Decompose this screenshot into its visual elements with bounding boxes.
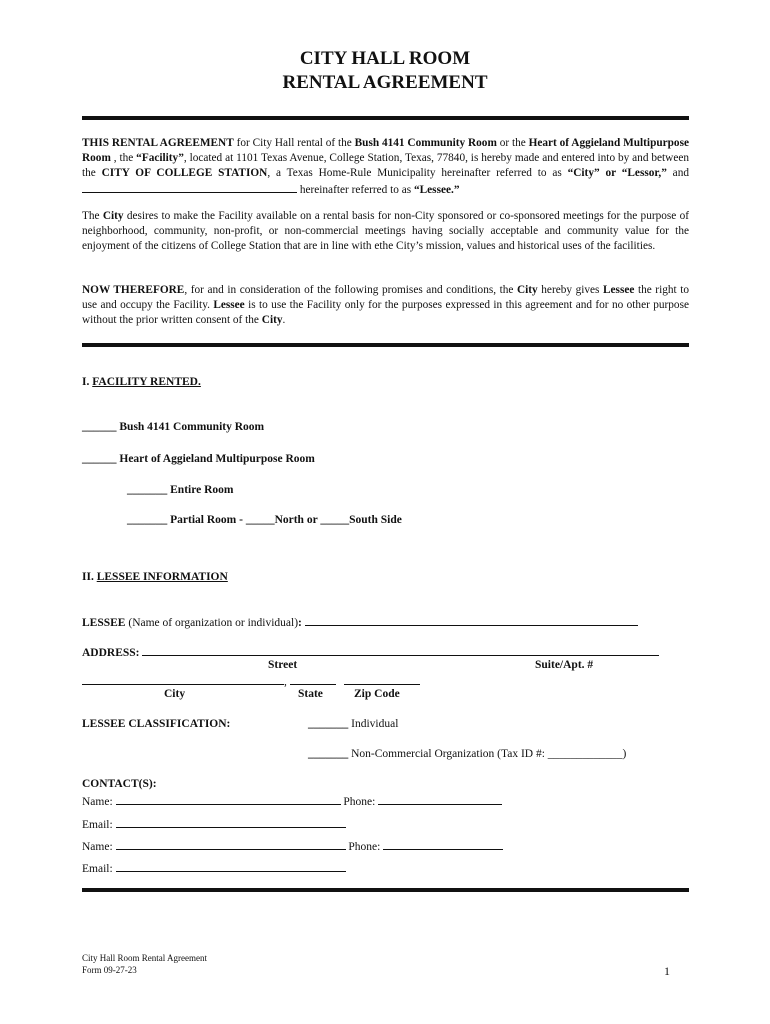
option-heart-of-aggieland[interactable]: ______ Heart of Aggieland Multipurpose Room — [82, 453, 315, 465]
zip-caption: Zip Code — [354, 688, 400, 700]
purpose-paragraph: The City desires to make the Facility available on a rental basis for non-City sponsored or co-sponsored meetings for the purpose of neighborhood, community, non-profit, or non-commercial meetings having socially acceptable and community value for the enjoyment of the citizens of College Station that are in line with ethe City’s mission, values and historical uses of the facilities. — [82, 210, 690, 252]
contact-1-name-phone-row: Name: Phone: — [82, 793, 502, 808]
classification-noncommercial[interactable]: _______ Non-Commercial Organization (Tax ID #: _____________) — [308, 748, 627, 760]
suite-caption: Suite/Apt. # — [535, 659, 594, 671]
contact-1-email-field[interactable] — [116, 816, 346, 828]
state-caption: State — [298, 688, 323, 700]
contact-2-email-field[interactable] — [116, 860, 346, 872]
state-field[interactable] — [290, 673, 336, 685]
contact-1-email-row: Email: — [82, 816, 346, 831]
street-caption: Street — [268, 659, 298, 671]
footer-info — [82, 952, 207, 976]
document-title-line1: CITY HALL ROOM — [299, 48, 471, 69]
top-divider — [82, 116, 689, 120]
address-row: ADDRESS: — [82, 644, 659, 659]
footer-form-date: Form 09-27-23 — [82, 965, 137, 975]
contact-2-email-row: Email: — [82, 860, 346, 875]
document-title-line2: RENTAL AGREEMENT — [282, 72, 488, 93]
city-state-zip-row: , — [82, 673, 420, 688]
street-address-field[interactable] — [142, 644, 659, 656]
contact-2-phone-field[interactable] — [383, 838, 503, 850]
section-2-heading: II. LESSEE INFORMATION — [82, 571, 228, 583]
middle-divider — [82, 343, 689, 347]
bottom-divider — [82, 888, 689, 892]
zip-code-field[interactable] — [344, 673, 420, 685]
option-bush-4141[interactable]: ______ Bush 4141 Community Room — [82, 421, 265, 433]
page-number: 1 — [664, 964, 670, 978]
section-1-heading: I. FACILITY RENTED. — [82, 376, 201, 388]
intro-paragraph: THIS RENTAL AGREEMENT for City Hall rental of the Bush 4141 Community Room or the Heart of Aggieland Multipurpose Room , the “Facility”, located at 1101 Texas Avenue, College Station, Texas, 77840, is hereby made and entered into by and between the CITY OF COLLEGE STATION, a Texas Home-Rule Municipality hereinafter referred to as “City” or “Lessor,” and hereinafter referred to as “Lessee.” — [82, 137, 689, 196]
contact-2-name-field[interactable] — [116, 838, 346, 850]
city-name: CITY OF COLLEGE STATION — [101, 167, 268, 179]
contact-1-name-field[interactable] — [116, 793, 341, 805]
room-bush-4141: Bush 4141 Community Room — [354, 137, 497, 149]
classification-label: LESSEE CLASSIFICATION: — [82, 718, 231, 730]
room-heart-of-aggieland: Heart of Aggieland Multipurpose Room — [82, 137, 689, 164]
contact-1-phone-field[interactable] — [378, 793, 502, 805]
lessee-row: LESSEE (Name of organization or individual): — [82, 614, 638, 629]
lessee-name-blank[interactable] — [82, 181, 297, 193]
option-entire-room[interactable]: _______ Entire Room — [127, 484, 234, 496]
lessee-name-field[interactable] — [305, 614, 638, 626]
contact-2-name-phone-row: Name: Phone: — [82, 838, 503, 853]
classification-individual[interactable]: _______ Individual — [308, 718, 399, 730]
contacts-label: CONTACT(S): — [82, 778, 157, 790]
option-partial-room[interactable]: _______ Partial Room - _____North or _____South Side — [127, 514, 402, 526]
agreement-lead: THIS RENTAL AGREEMENT — [82, 137, 234, 149]
consideration-paragraph: NOW THEREFORE, for and in consideration of the following promises and conditions, the City hereby gives Lessee the right to use and occupy the Facility. Lessee is to use the Facility only for the purposes expressed in this agreement and for no other purpose without the prior written consent of the City. — [82, 284, 689, 326]
city-caption: City — [164, 688, 186, 700]
footer-document-name: City Hall Room Rental Agreement — [82, 953, 207, 963]
city-field[interactable] — [82, 673, 284, 685]
